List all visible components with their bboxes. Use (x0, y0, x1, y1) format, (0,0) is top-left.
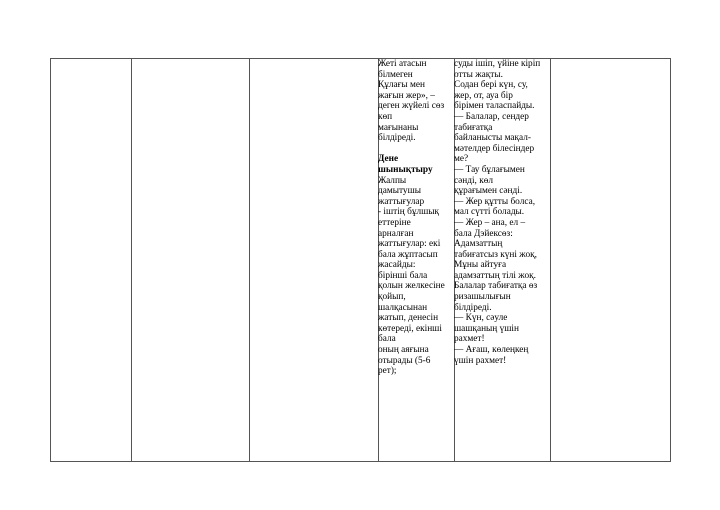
column-divider (249, 59, 250, 461)
proverb-text: Жеті атасын білмеген Құлағы мен жағын жер», – деген жүйелі сөз көп мағынаны білдіреді. (378, 59, 445, 144)
dialogue-cell (454, 59, 550, 366)
lesson-plan-table (50, 58, 671, 462)
column-divider (550, 59, 551, 461)
exercise-text: Жалпы дамытушы жаттығулар - іштің бұлшық еттеріне арналған жаттығулар: екі бала жұптасып жасайды: бірінші бала қолын желкесіне қойып, шалқасынан жатып, денесін көтереді, екінші бала оның аяғына отырады (5-6 рет); (378, 175, 445, 377)
dialogue-text: суды ішіп, үйіне кіріп отты жақты. Содан бері күн, су, жер, от, ауа бір бірімен таласпайды. — Балалар, сендер табиғатқа байланысты мақал- мәтелдер білесіндер ме? — Тау бұлағымен сәнді, көл құрағымен сәнді. — Жер құтты болса, мал сүтті болады. — Жер – ана, ел – бала Дэйексөз: Адамзаттың табиғатсыз күні жоқ, Мұны айтуға адамзаттың тілі жоқ. Балалар табиғатқа өз ризашылығын білдіреді. — Күн, сәуле шашқаның үшін рахмет! — Ағаш, көлеңкең үшін рахмет! (454, 59, 541, 366)
activity-cell (378, 59, 454, 377)
section-heading: Дене шынықтыру (378, 154, 433, 175)
column-divider (131, 59, 132, 461)
